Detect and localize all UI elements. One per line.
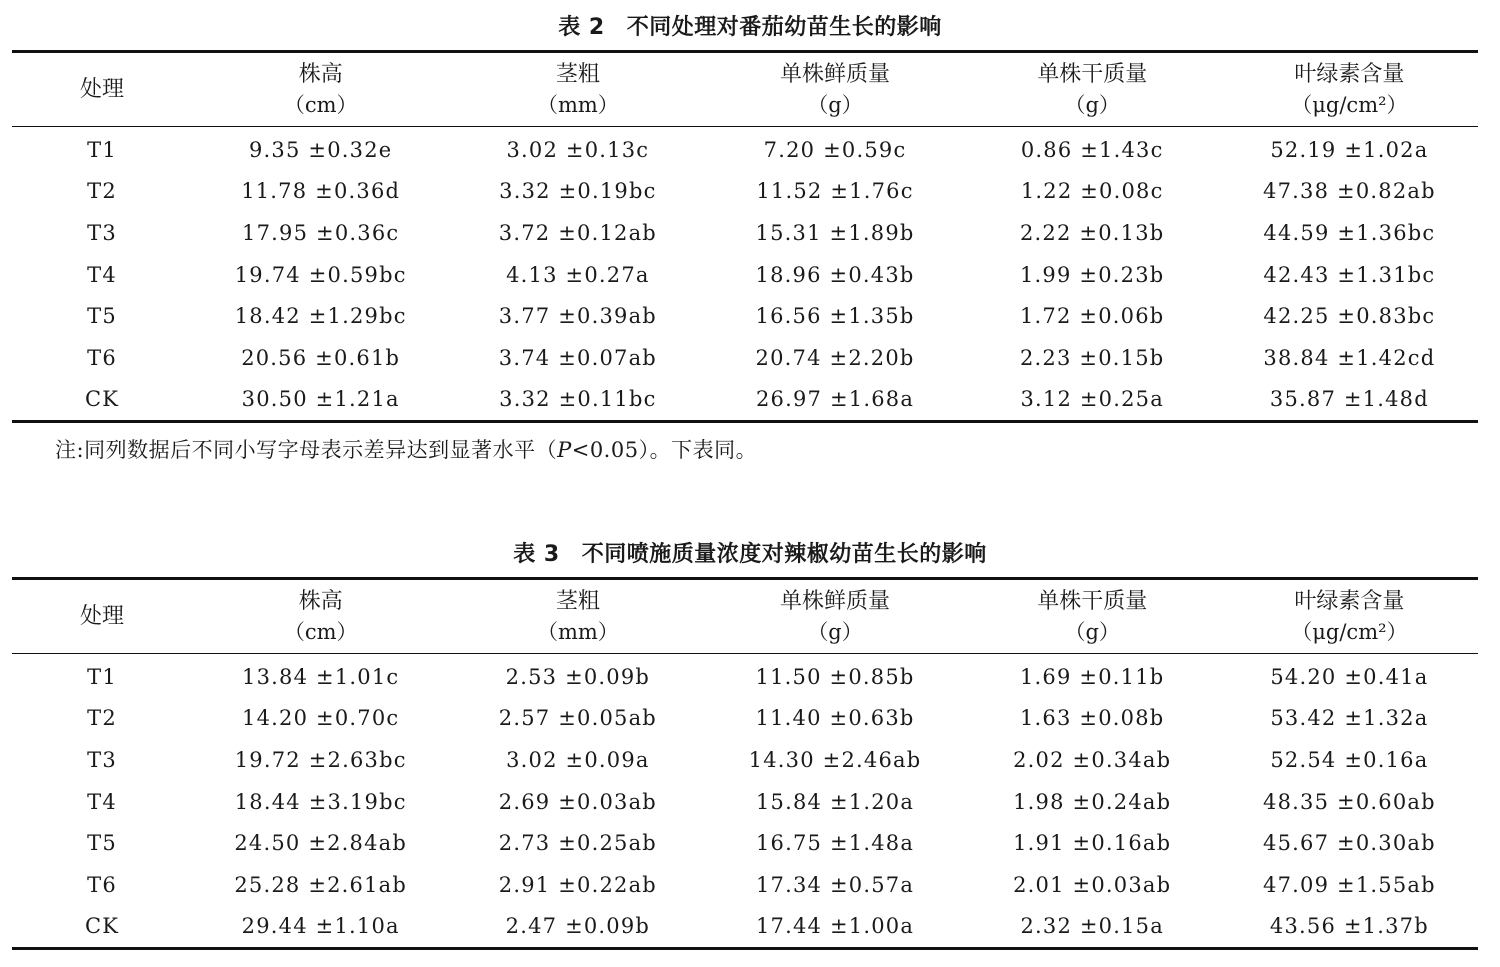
cell-stem-diameter: 2.47 ±0.09b [505,914,651,939]
cell-dry-weight: 1.63 ±0.08b [1019,706,1165,731]
table-row [12,295,1478,337]
cell-dry-weight: 2.32 ±0.15a [1020,914,1164,939]
table-2-title: 不同处理对番茄幼苗生长的影响 [626,15,942,40]
cell-treatment: T2 [87,179,117,204]
cell-treatment: T3 [87,747,117,772]
cell-plant-height: 30.50 ±1.21a [241,387,400,412]
cell-fresh-weight: 15.84 ±1.20a [756,789,915,814]
cell-fresh-weight: 16.56 ±1.35b [755,304,915,329]
cell-dry-weight: 1.98 ±0.24ab [1013,789,1172,814]
cell-stem-diameter: 3.32 ±0.19bc [499,179,657,204]
table-row [12,254,1478,296]
cell-treatment: T6 [87,872,117,897]
note-prefix: 注:同列数据后不同小写字母表示差异达到显著水平（ [55,438,558,462]
table-row [12,337,1478,379]
cell-treatment: T3 [87,220,117,245]
cell-fresh-weight: 11.52 ±1.76c [756,179,914,204]
cell-dry-weight: 2.01 ±0.03ab [1013,872,1172,897]
cell-chlorophyll: 47.38 ±0.82ab [1263,179,1436,204]
cell-plant-height: 14.20 ±0.70c [242,706,400,731]
table-row [12,212,1478,254]
cell-chlorophyll: 47.09 ±1.55ab [1263,872,1436,897]
table-row [12,739,1478,781]
table-row [12,698,1478,740]
table-3-title: 不同喷施质量浓度对辣椒幼苗生长的影响 [581,542,987,567]
cell-plant-height: 18.44 ±3.19bc [234,789,407,814]
cell-plant-height: 24.50 ±2.84ab [234,831,408,856]
cell-treatment: T5 [87,304,117,329]
table-2 [12,50,1478,423]
cell-plant-height: 17.95 ±0.36c [242,220,400,245]
cell-stem-diameter: 3.74 ±0.07ab [498,345,657,370]
cell-plant-height: 9.35 ±0.32e [248,137,393,162]
cell-stem-diameter: 2.91 ±0.22ab [498,872,657,897]
cell-chlorophyll: 48.35 ±0.60ab [1263,789,1436,814]
cell-fresh-weight: 11.40 ±0.63b [755,706,915,731]
cell-plant-height: 13.84 ±1.01c [242,664,400,689]
cell-chlorophyll: 52.19 ±1.02a [1270,137,1429,162]
table-2-caption [0,10,1500,41]
cell-dry-weight: 0.86 ±1.43c [1020,137,1164,162]
table-2-label: 表 2 [558,15,605,40]
header-chlorophyll: 叶绿素含量 （μg/cm²） [1291,588,1408,644]
cell-plant-height: 19.74 ±0.59bc [234,262,407,287]
header-stem-diameter: 茎粗 （mm） [536,588,619,644]
cell-stem-diameter: 4.13 ±0.27a [506,262,650,287]
cell-chlorophyll: 53.42 ±1.32a [1270,706,1429,731]
cell-treatment: T4 [87,789,117,814]
cell-plant-height: 18.42 ±1.29bc [234,304,407,329]
cell-chlorophyll: 52.54 ±0.16a [1270,747,1429,772]
header-plant-height: 株高 （cm） [283,61,358,117]
cell-chlorophyll: 45.67 ±0.30ab [1263,831,1436,856]
header-dry-weight: 单株干质量 （g） [1037,61,1148,117]
cell-stem-diameter: 3.72 ±0.12ab [498,220,657,245]
table-row [12,379,1478,422]
cell-fresh-weight: 26.97 ±1.68a [756,387,915,412]
cell-chlorophyll: 35.87 ±1.48d [1269,387,1429,412]
cell-treatment: T1 [87,137,117,162]
cell-stem-diameter: 3.02 ±0.13c [506,137,650,162]
header-chlorophyll: 叶绿素含量 （μg/cm²） [1291,61,1408,117]
cell-stem-diameter: 3.77 ±0.39ab [498,304,657,329]
cell-fresh-weight: 17.44 ±1.00a [756,914,915,939]
cell-stem-diameter: 2.53 ±0.09b [505,664,651,689]
cell-dry-weight: 1.99 ±0.23b [1019,262,1165,287]
cell-plant-height: 19.72 ±2.63bc [234,747,407,772]
header-plant-height: 株高 （cm） [283,588,358,644]
cell-fresh-weight: 18.96 ±0.43b [755,262,915,287]
cell-fresh-weight: 7.20 ±0.59c [763,137,907,162]
table-3-label: 表 3 [513,542,560,567]
header-treatment: 处理 [80,603,125,629]
cell-treatment: T6 [87,345,117,370]
cell-treatment: T2 [87,706,117,731]
cell-dry-weight: 2.02 ±0.34ab [1013,747,1172,772]
cell-fresh-weight: 20.74 ±2.20b [755,345,915,370]
cell-plant-height: 11.78 ±0.36d [241,179,401,204]
table-3-caption [0,537,1500,568]
cell-chlorophyll: 44.59 ±1.36bc [1263,220,1436,245]
cell-chlorophyll: 42.43 ±1.31bc [1263,262,1436,287]
cell-treatment: T1 [87,664,117,689]
cell-treatment: CK [84,387,120,412]
cell-stem-diameter: 2.73 ±0.25ab [498,831,657,856]
cell-dry-weight: 2.23 ±0.15b [1019,345,1165,370]
note-suffix: <0.05）。下表同。 [571,438,758,462]
cell-stem-diameter: 2.57 ±0.05ab [498,706,657,731]
header-stem-diameter: 茎粗 （mm） [536,61,619,117]
table-row [12,906,1478,949]
table-row [12,781,1478,823]
cell-plant-height: 25.28 ±2.61ab [234,872,408,897]
cell-plant-height: 20.56 ±0.61b [241,345,401,370]
cell-dry-weight: 1.91 ±0.16ab [1013,831,1172,856]
cell-chlorophyll: 54.20 ±0.41a [1270,664,1429,689]
cell-dry-weight: 1.72 ±0.06b [1019,304,1165,329]
note-p-symbol: P [557,438,572,462]
cell-chlorophyll: 38.84 ±1.42cd [1263,345,1436,370]
header-fresh-weight: 单株鲜质量 （g） [780,61,891,117]
cell-treatment: CK [84,914,120,939]
cell-stem-diameter: 3.02 ±0.09a [506,747,650,772]
table-3-body [12,654,1478,949]
cell-plant-height: 29.44 ±1.10a [241,914,400,939]
cell-dry-weight: 1.22 ±0.08c [1020,179,1164,204]
cell-fresh-weight: 11.50 ±0.85b [755,664,915,689]
table-row [12,171,1478,213]
table-3-header-row [12,579,1478,654]
cell-chlorophyll: 42.25 ±0.83bc [1263,304,1436,329]
cell-fresh-weight: 14.30 ±2.46ab [748,747,922,772]
cell-stem-diameter: 3.32 ±0.11bc [499,387,657,412]
table-row [12,654,1478,698]
table-row [12,822,1478,864]
table-2-body [12,127,1478,422]
cell-dry-weight: 1.69 ±0.11b [1019,664,1165,689]
table-row [12,864,1478,906]
cell-fresh-weight: 17.34 ±0.57a [756,872,915,897]
cell-treatment: T4 [87,262,117,287]
cell-chlorophyll: 43.56 ±1.37b [1269,914,1429,939]
cell-stem-diameter: 2.69 ±0.03ab [498,789,657,814]
table-2-header-row [12,52,1478,127]
table-row [12,127,1478,171]
cell-fresh-weight: 15.31 ±1.89b [755,220,915,245]
header-fresh-weight: 单株鲜质量 （g） [780,588,891,644]
cell-treatment: T5 [87,831,117,856]
cell-dry-weight: 3.12 ±0.25a [1020,387,1164,412]
table-note [55,434,757,464]
cell-dry-weight: 2.22 ±0.13b [1019,220,1165,245]
cell-fresh-weight: 16.75 ±1.48a [756,831,915,856]
header-treatment: 处理 [80,76,125,102]
table-3 [12,577,1478,950]
header-dry-weight: 单株干质量 （g） [1037,588,1148,644]
